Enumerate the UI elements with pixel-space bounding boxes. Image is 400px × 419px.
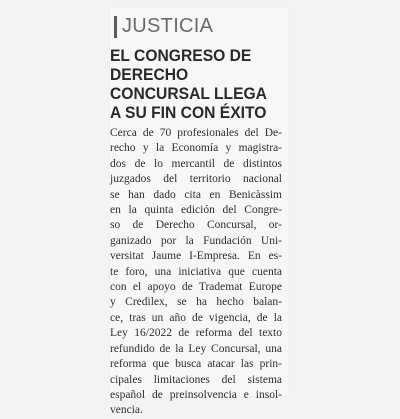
body-line: vencia. <box>110 404 143 417</box>
body-line: te foro, una iniciativa que cuenta <box>110 265 282 278</box>
body-line: se han dado cita en Benicàssim <box>110 188 282 201</box>
newspaper-clipping <box>110 8 288 417</box>
body-line: reforma que busca atacar las prin- <box>110 358 282 371</box>
body-line: dos de lo mercantil de distintos <box>110 157 282 170</box>
body-line: Ley 16/2022 de reforma del texto <box>110 327 282 340</box>
body-line: juzgados del territorio nacional <box>110 173 282 186</box>
article-body <box>110 126 282 419</box>
body-line: y Credilex, se ha hecho balan- <box>110 296 282 309</box>
section-label: JUSTICIA <box>122 15 214 37</box>
body-line: ce, tras un año de vigencia, de la <box>110 311 282 324</box>
body-line: so de Derecho Concursal, or- <box>110 219 282 232</box>
headline-line: CONCURSAL LLEGA <box>110 84 267 103</box>
body-line: versitat Jaume I-Empresa. En es- <box>110 250 282 263</box>
body-line: en la quinta edición del Congre- <box>110 204 282 217</box>
section-rule <box>114 16 117 38</box>
body-line: ganizado por la Fundación Uni- <box>110 234 282 247</box>
headline-line: EL CONGRESO DE <box>110 46 252 65</box>
body-line: recho y la Economía y magistra- <box>110 142 282 155</box>
body-line: cipales limitaciones del sistema <box>110 373 282 386</box>
headline-line: DERECHO <box>110 65 189 84</box>
body-line: español de preinsolvencia e insol- <box>110 388 282 401</box>
headline-line: A SU FIN CON ÉXITO <box>110 103 267 122</box>
article-headline <box>110 46 274 122</box>
body-line: refundido de la Ley Concursal, una <box>110 342 282 355</box>
body-line: con el apoyo de Trademat Europe <box>110 281 282 294</box>
body-line: Cerca de 70 profesionales del De- <box>110 127 282 139</box>
